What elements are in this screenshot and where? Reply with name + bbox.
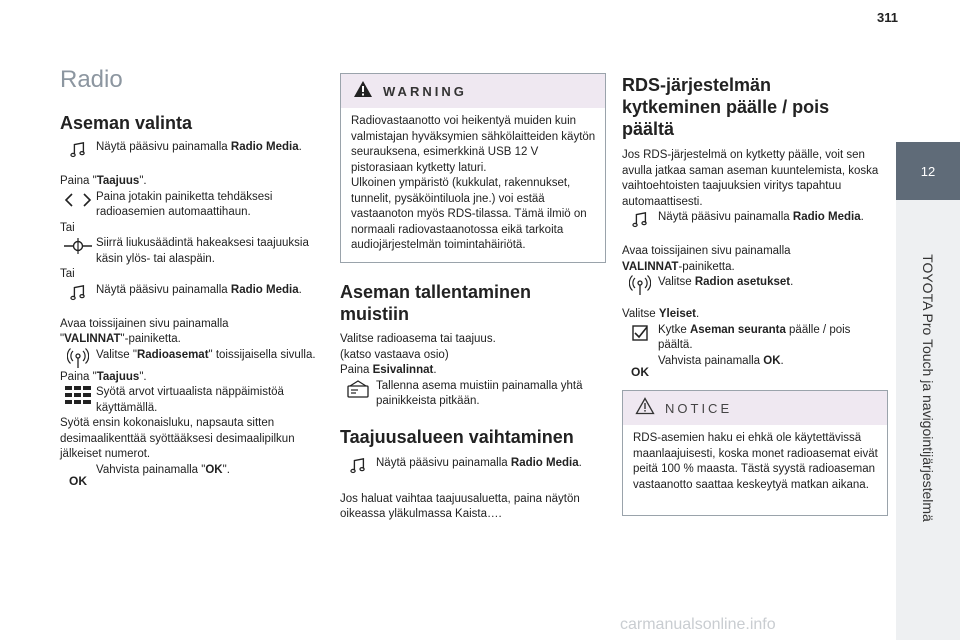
heading-taajuusalue: Taajuusalueen vaihtaminen: [340, 426, 574, 447]
music-note-icon: [60, 138, 96, 162]
step-auto-search: Paina jotakin painiketta tehdäksesi radioasemien automaattihaun.: [60, 190, 322, 221]
keypad-icon: [60, 383, 96, 407]
ok-button-icon: OK: [69, 473, 87, 488]
step-radio-media-2: Näytä pääsivu painamalla Radio Media.: [60, 283, 322, 305]
music-note-icon: [60, 281, 96, 305]
chapter-title: TOYOTA Pro Touch ja navigointijärjestelmä: [920, 254, 936, 522]
notice-text: RDS-asemien haku ei ehkä ole käytettävissä maanlaajuisesti, koska monet radioasemat eivät peitä 100 % maasta. Tästä syystä radioaseman vastaanotto saattaa keskeytyä matkan aikana.: [633, 432, 878, 491]
music-note-icon: [622, 208, 658, 232]
checkbox-icon: [622, 321, 658, 345]
step-keypad: Syötä arvot virtuaalista näppäimistöä käyttämällä.: [60, 385, 322, 416]
step-confirm-ok: OK Vahvista painamalla "OK".: [60, 463, 322, 493]
music-note-icon: [340, 454, 376, 478]
page-number: 311: [877, 10, 898, 25]
heading-tallentaminen: Aseman tallentaminen muistiin: [340, 282, 532, 324]
step-slider: Siirrä liukusäädintä hakeaksesi taajuuksia käsin ylös- tai alaspäin.: [60, 236, 322, 267]
notice-box: [622, 390, 888, 516]
step-rds-confirm: OK Vahvista painamalla OK.: [622, 354, 886, 384]
column-3: RDS-järjestelmän kytkeminen päälle / pois päältä Jos RDS-järjestelmä on kytketty päälle, voit sen avulla jatkaa saman aseman kuuntelemista, koska vaihtoehtoisten taajuuksien viritys tapahtuu automaattisesti. Näytä pääsivu painamalla Radio Media. Avaa toissijainen sivu painamalla VALINNAT-painiketta. Valitse Radion asetukset. Valitse Yleiset. Kytke Aseman seuranta päälle / pois päältä. OK Vahvista painamalla OK.: [622, 74, 886, 384]
preset-radio-icon: [340, 377, 376, 401]
notice-triangle-icon: [635, 397, 655, 420]
footer-watermark: carmanualsonline.info: [620, 616, 776, 633]
chapter-tab[interactable]: 12: [896, 142, 960, 200]
arrows-left-right-icon: [60, 188, 96, 212]
column-2: Aseman tallentaminen muistiin Valitse radioasema tai taajuus. (katso vastaava osio) Paina Esivalinnat. Tallenna asema muistiin painamalla yhtä painikkeista pitkään. Taajuusalueen vaihtaminen Näytä pääsivu painamalla Radio Media. Jos haluat vaihtaa taajuusaluetta, paina näytön oikeassa yläkulmassa Kaista….: [340, 281, 604, 523]
step-radio-media-3: Näytä pääsivu painamalla Radio Media.: [340, 456, 604, 478]
heading-rds: RDS-järjestelmän kytkeminen päälle / pois päältä: [622, 75, 830, 139]
step-radio-media: Näytä pääsivu painamalla Radio Media.: [60, 140, 322, 162]
or-text: Tai: [60, 221, 75, 234]
column-1: Aseman valinta Näytä pääsivu painamalla Radio Media. Paina "Taajuus". Paina jotakin painiketta tehdäksesi radioasemien automaattihaun. Tai Siirrä liukusäädintä hakeaksesi taajuuksia käsin ylös- tai alaspäin. Tai Näytä pääsivu painamalla Radio Media. Avaa toissijainen sivu painamalla "VALINNAT"-painiketta. Valitse "Radioasemat" toissijaisella sivulla. Paina "Taajuus". Syötä arvot virtuaalista näppäimistöä käyttämällä. Syötä ensin kokonaisluku, napsauta sitten desimaalikenttää syöttääksesi desimaalipilkun jälkeiset numerot. OK Vahvista painamalla "OK".: [60, 112, 322, 493]
step-aseman-seuranta: Kytke Aseman seuranta päälle / pois päältä.: [622, 323, 886, 354]
or-text: Tai: [60, 268, 75, 280]
warning-label: WARNING: [383, 83, 467, 99]
radio-settings-icon: [622, 273, 658, 297]
ok-button-icon: OK: [631, 364, 649, 379]
warning-box: [340, 73, 606, 263]
slider-icon: [60, 234, 96, 258]
warning-text: Radiovastaanotto voi heikentyä muiden kuin valmistajan hyväksymien sähkölaitteiden käytön seurauksena, esimerkkinä USB 12 V pistorasiaan kytketty laturi. Ulkoinen ympäristö (kukkulat, rakennukset, tunnelit, pysäköintiluola jne.) voi estää vastaanoton myös RDS-tilassa. Tämä ilmiö on normaali radiovastaanotossa eikä tarkoita audiojärjestelmän toimintahäiriötä.: [351, 115, 596, 251]
step-rds-radio-media: Näytä pääsivu painamalla Radio Media.: [622, 210, 886, 232]
heading-aseman-valinta: Aseman valinta: [60, 113, 193, 133]
radio-antenna-icon: [60, 346, 96, 370]
warning-triangle-icon: [353, 80, 373, 103]
step-radioasemat: Valitse "Radioasemat" toissijaisella sivulla.: [60, 348, 322, 370]
step-preset-save: Tallenna asema muistiin painamalla yhtä painikkeista pitkään.: [340, 379, 604, 410]
section-title: Radio: [60, 66, 123, 93]
notice-label: NOTICE: [665, 400, 733, 416]
step-radion-asetukset: Valitse Radion asetukset.: [622, 275, 886, 297]
